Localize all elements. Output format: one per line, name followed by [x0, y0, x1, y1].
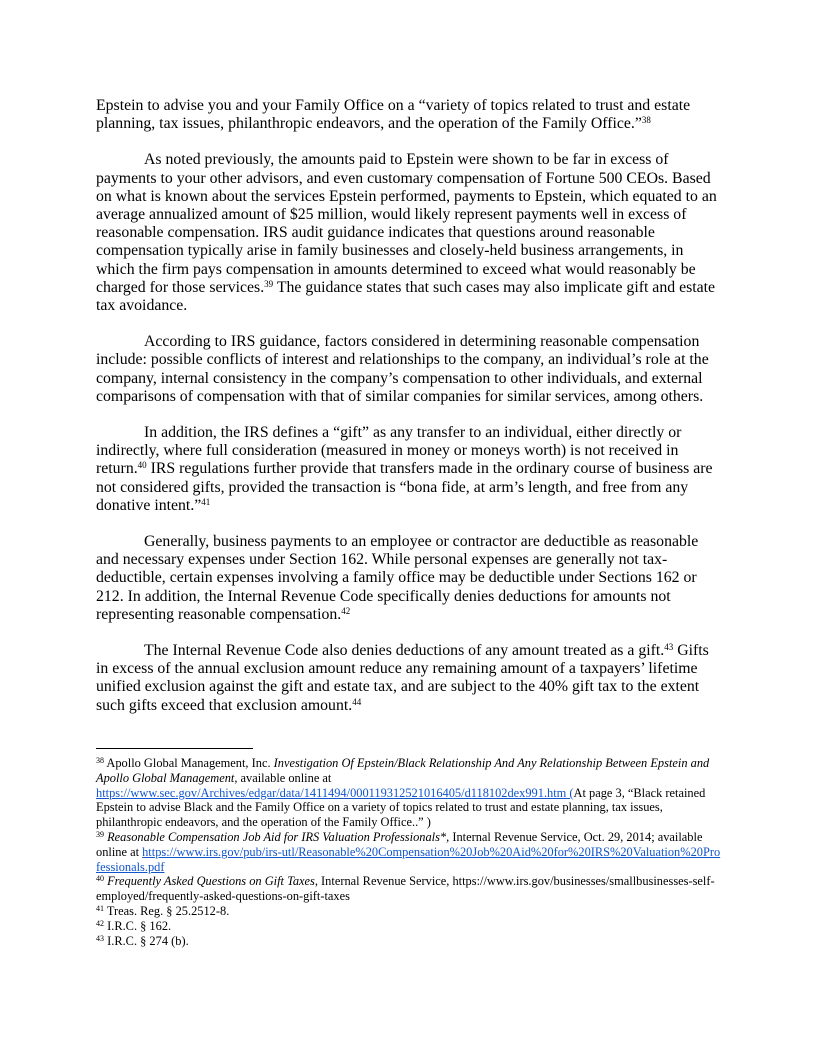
footnote-ref-38[interactable]: 38 — [641, 115, 651, 126]
paragraph-text: Epstein to advise you and your Family Office on a “variety of topics related to trust and estate planning, tax issues, philanthropic endeavors, and the operation of the Family Office.” — [96, 97, 691, 133]
footnote-ref-41[interactable]: 41 — [201, 496, 211, 507]
footnote-text: Internal Revenue Service, Oct. 29, 2014; available online at — [96, 829, 703, 859]
paragraph-3 — [96, 333, 722, 406]
footnote-number: 42 — [96, 918, 104, 928]
paragraph-5 — [96, 533, 722, 624]
footnote-text: Apollo Global Management, Inc. — [104, 756, 274, 770]
footnote-text: I.R.C. § 274 (b). — [104, 933, 189, 948]
footnote-number: 41 — [96, 903, 104, 913]
footnote-ref-42[interactable]: 42 — [341, 605, 351, 616]
footnote-42 — [96, 919, 722, 934]
footnote-link[interactable]: https://www.sec.gov/Archives/edgar/data/1411494/000119312521016405/d118102dex991.htm ( — [96, 785, 574, 800]
paragraph-4 — [96, 424, 722, 515]
footnote-text: Treas. Reg. § 25.2512-8. — [104, 903, 230, 918]
footnote-ref-44[interactable]: 44 — [352, 696, 362, 707]
footnote-number: 40 — [96, 874, 104, 884]
paragraph-text: IRS regulations further provide that transfers made in the ordinary course of business are not considered gifts, provided the transaction is “bona fide, at arm’s length, and free from any donative intent.” — [96, 460, 713, 514]
paragraph-text: Generally, business payments to an employee or contractor are deductible as reasonable and necessary expenses under Section 162. While personal expenses are generally not tax-deductible, certain expenses involving a family office may be deductible under Sections 162 or 212. In addition, the Internal Revenue Code specifically denies deductions for amounts not representing reasonable compensation. — [96, 533, 699, 623]
paragraph-text: The Internal Revenue Code also denies deductions of any amount treated as a gift. — [144, 642, 665, 660]
footnote-title: Investigation Of Epstein/Black Relationship And Any Relationship Between Epstein and Apollo Global Management — [96, 756, 710, 785]
footnotes — [96, 756, 722, 948]
paragraph-text: The guidance states that such cases may also implicate gift and estate tax avoidance. — [96, 278, 716, 315]
footnote-ref-40[interactable]: 40 — [137, 460, 147, 471]
document-body — [96, 97, 722, 733]
footnote-41 — [96, 904, 722, 919]
footnote-title: Frequently Asked Questions on Gift Taxes — [107, 874, 315, 889]
footnote-number: 39 — [96, 829, 104, 839]
footnote-text: , Internal Revenue Service, https://www.irs.gov/businesses/smallbusinesses-self-employed/frequently-asked-questions-on-gift-taxes — [96, 874, 715, 904]
footnote-43 — [96, 934, 722, 949]
footnote-separator — [96, 748, 253, 749]
paragraph-text: According to IRS guidance, factors considered in determining reasonable compensation include: possible conflicts of interest and relationships to the company, an individual’s role at the company, internal consistency in the company’s compensation to other individuals, and external comparisons of compensation with that of similar companies for similar services, among others. — [96, 333, 709, 405]
footnote-40 — [96, 874, 722, 904]
footnote-text: , available online at — [234, 770, 332, 785]
paragraph-text: As noted previously, the amounts paid to Epstein were shown to be far in excess of payments to your other advisors, and even customary compensation of Fortune 500 CEOs. Based on what is known about the services Epstein performed, payments to Epstein, which equated to an average annualized amount of $25 million, would likely represent payments well in excess of reasonable compensation. IRS audit guidance indicates that questions around reasonable compensation typically arise in family businesses and closely-held business arrangements, in which the firm pays compensation in amounts determined to exceed what would reasonably be charged for those services. — [96, 151, 717, 296]
footnote-link[interactable]: https://www.irs.gov/pub/irs-utl/Reasonable%20Compensation%20Job%20Aid%20for%20IRS%20Valuation%20Professionals.pdf — [96, 844, 721, 874]
footnote-ref-43[interactable]: 43 — [664, 642, 674, 653]
paragraph-6 — [96, 642, 722, 715]
footnote-text: I.R.C. § 162. — [104, 918, 172, 933]
footnote-title: Reasonable Compensation Job Aid for IRS Valuation Professionals*, — [107, 829, 450, 844]
footnote-text: At page 3, “Black retained Epstein to advise Black and the Family Office on a variety of topics related to trust and estate planning, tax issues, philanthropic endeavors, and the operation of the Family Office..” ) — [96, 785, 706, 830]
paragraph-text: In addition, the IRS defines a “gift” as any transfer to an individual, either directly or indirectly, where full consideration (measured in money or moneys worth) is not received in return. — [96, 424, 682, 478]
footnote-38 — [96, 756, 722, 830]
footnote-39 — [96, 830, 722, 874]
paragraph-text: Gifts in excess of the annual exclusion amount reduce any remaining amount of a taxpayers’ lifetime unified exclusion against the gift and estate tax, and are subject to the 40% gift tax to the extent such gifts exceed that exclusion amount. — [96, 642, 709, 714]
footnote-ref-39[interactable]: 39 — [264, 278, 274, 289]
paragraph-1 — [96, 97, 722, 133]
paragraph-2 — [96, 151, 722, 315]
footnote-number: 38 — [96, 756, 104, 765]
footnote-number: 43 — [96, 933, 104, 943]
